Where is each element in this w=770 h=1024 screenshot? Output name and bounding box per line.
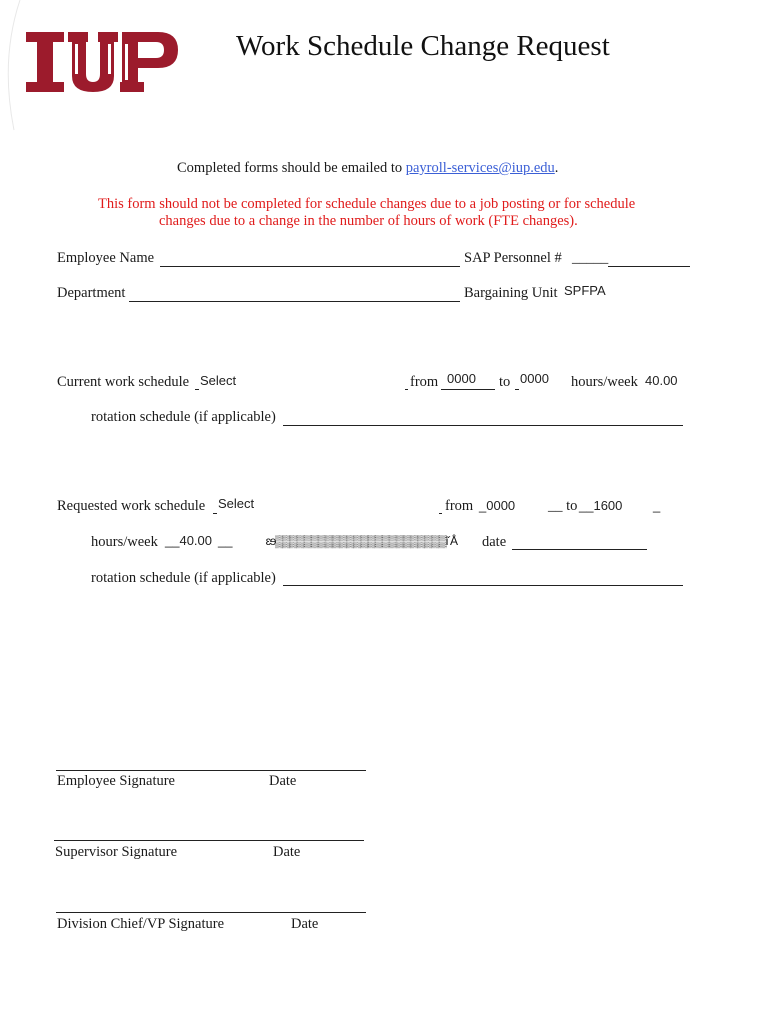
- requested-schedule-label: Requested work schedule: [57, 498, 206, 514]
- current-schedule-label: Current work schedule: [57, 374, 190, 390]
- supervisor-signature-date-label: Date: [273, 844, 301, 860]
- current-from-label: from: [410, 374, 439, 390]
- requested-to-field[interactable]: __1600: [579, 498, 623, 513]
- payroll-email-link[interactable]: payroll-services@iup.edu: [405, 160, 555, 176]
- requested-hours-trailing: __: [218, 533, 233, 548]
- department-label: Department: [57, 285, 126, 301]
- requested-hours-label: hours/week: [91, 534, 158, 550]
- current-from-field[interactable]: 0000: [447, 371, 476, 386]
- email-notice-prefix: Completed forms should be emailed to: [177, 160, 406, 176]
- division-chief-signature-date-label: Date: [291, 916, 319, 932]
- requested-rotation-field[interactable]: [283, 585, 683, 586]
- employee-signature-line[interactable]: [56, 770, 366, 771]
- sap-personnel-label: SAP Personnel #: [464, 250, 562, 266]
- employee-signature-label: Employee Signature: [57, 773, 175, 789]
- iup-logo: [26, 30, 182, 94]
- current-hours-label: hours/week: [571, 374, 638, 390]
- requested-rotation-label: rotation schedule (if applicable): [91, 570, 276, 586]
- current-rotation-label: rotation schedule (if applicable): [91, 409, 276, 425]
- employee-name-label: Employee Name: [57, 250, 155, 266]
- supervisor-signature-line[interactable]: [54, 840, 364, 841]
- sap-personnel-separator: _____: [572, 250, 609, 266]
- page-title: Work Schedule Change Request: [236, 30, 610, 62]
- current-to-field[interactable]: 0000: [520, 371, 549, 386]
- requested-from-field[interactable]: _0000: [479, 498, 516, 513]
- employee-signature-date-label: Date: [269, 773, 297, 789]
- requested-schedule-end-mark: [439, 513, 442, 514]
- sap-personnel-field[interactable]: [608, 266, 690, 267]
- requested-trailing-underscore: _: [653, 498, 661, 513]
- current-schedule-select[interactable]: Select: [200, 373, 237, 388]
- current-to-label: to: [499, 374, 511, 390]
- garbled-date-field[interactable]: ɛɘ▒▒▒▒▒▒▒▒▒▒▒▒▒▒▒▒▒▒▒▒▒▒▒▒î´Å: [255, 534, 457, 548]
- employee-name-field[interactable]: [160, 266, 460, 267]
- current-to-underline: [515, 389, 519, 390]
- division-chief-signature-line[interactable]: [56, 912, 366, 913]
- department-field[interactable]: [129, 301, 460, 302]
- division-chief-signature-label: Division Chief/VP Signature: [57, 916, 225, 932]
- requested-schedule-select[interactable]: Select: [218, 496, 255, 511]
- current-hours-field[interactable]: 40.00: [645, 373, 678, 388]
- warning-line-2: changes due to a change in the number of hours of work (FTE changes).: [159, 213, 578, 229]
- current-from-underline: [441, 389, 495, 390]
- bargaining-unit-label: Bargaining Unit: [464, 285, 558, 301]
- current-schedule-end-mark: [405, 389, 408, 390]
- requested-to-label: __ to: [548, 498, 578, 514]
- email-notice-suffix: .: [554, 160, 559, 176]
- email-notice: [177, 160, 558, 177]
- requested-date-label: date: [482, 534, 507, 550]
- current-rotation-field[interactable]: [283, 425, 683, 426]
- bargaining-unit-field[interactable]: SPFPA: [564, 283, 606, 298]
- requested-schedule-underline: [213, 513, 217, 514]
- warning-line-1: This form should not be completed for schedule changes due to a job posting or for schedule: [98, 196, 636, 212]
- requested-hours-field[interactable]: __40.00: [165, 533, 212, 548]
- requested-from-label: from: [445, 498, 474, 514]
- supervisor-signature-label: Supervisor Signature: [55, 844, 178, 860]
- current-schedule-underline: [195, 389, 199, 390]
- requested-date-field[interactable]: [512, 549, 647, 550]
